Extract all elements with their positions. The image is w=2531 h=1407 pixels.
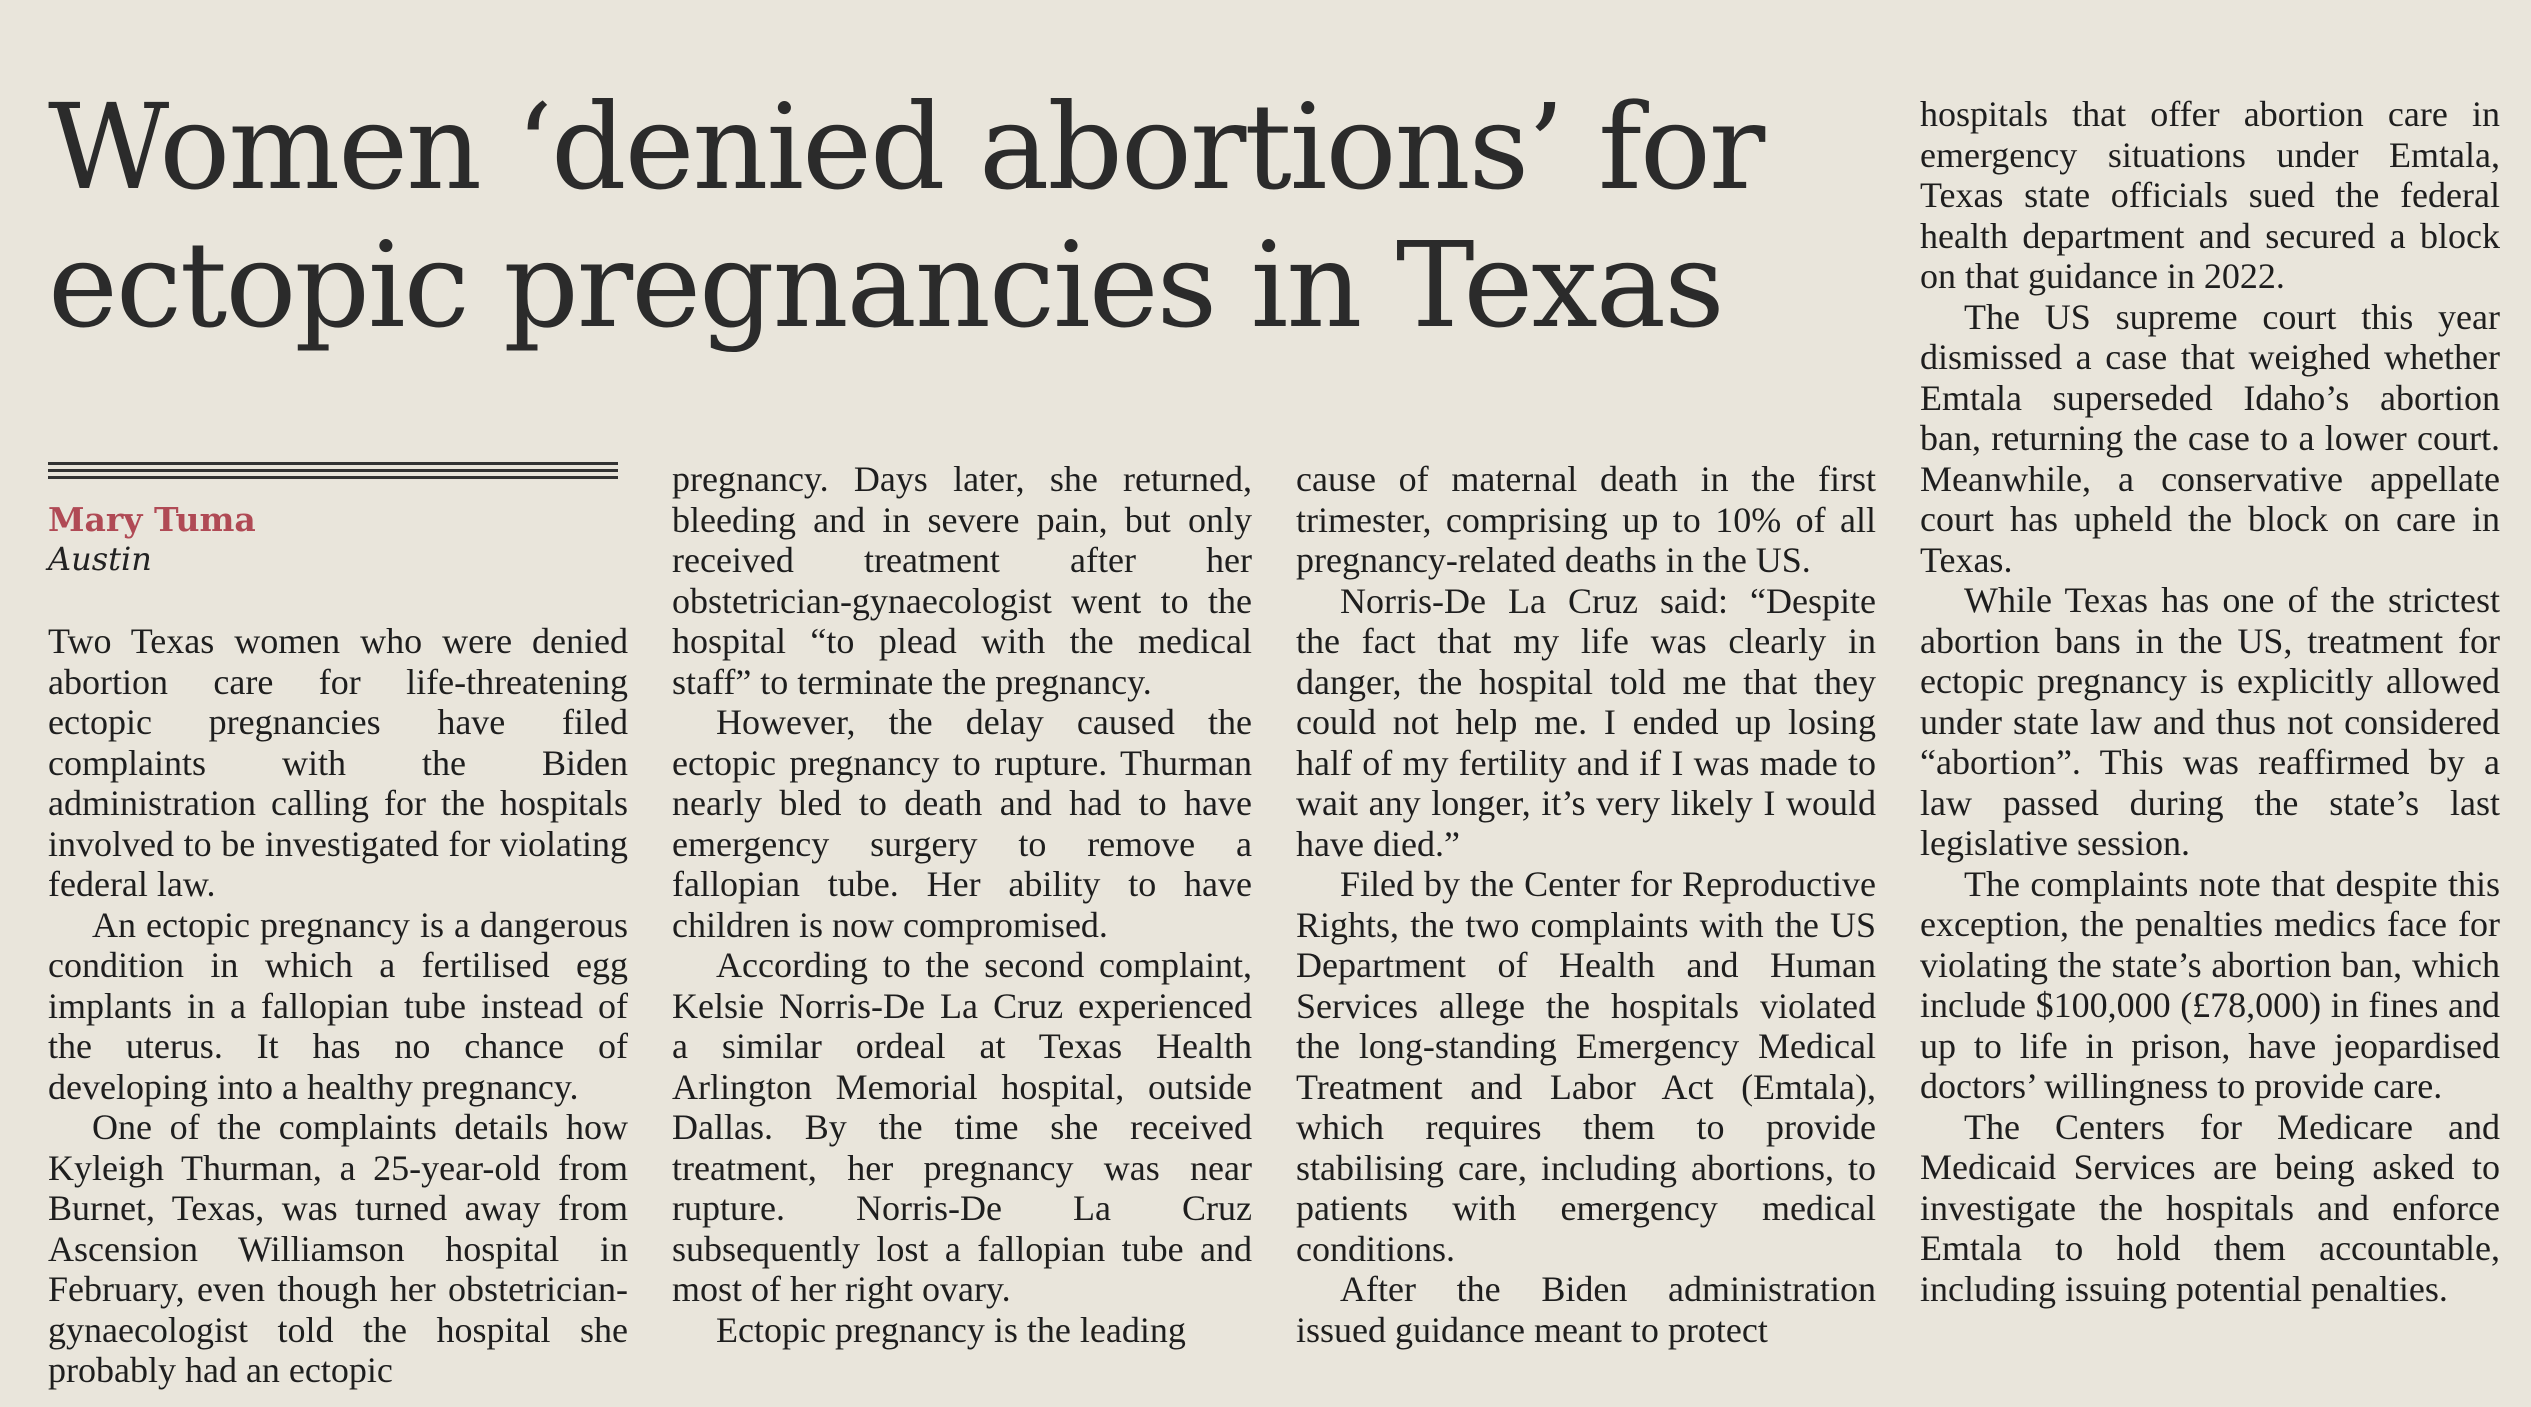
article-paragraph: According to the second complaint, Kelsie Norris-De La Cruz experienced a similar ordeal at Texas Health Arlington Memorial hospital, outside Dallas. By the time she received treatment, her pregnancy was near rupture. Norris-De La Cruz subsequently lost a fallopian tube and most of her right ovary. [672, 945, 1252, 1309]
article-paragraph: The complaints note that despite this exception, the penalties medics face for violating the state’s abortion ban, which include $100,000 (£78,000) in fines and up to life in prison, have jeopardised doctors’ willingness to provide care. [1920, 863, 2500, 1106]
article-paragraph: One of the complaints details how Kyleigh Thurman, a 25-year-old from Burnet, Texas, was turned away from Ascension Williamson hospital in February, even though her obstetrician-gynaecologist told the hospital she probably had an ectopic [48, 1107, 628, 1390]
article-column-2 [672, 459, 1252, 1350]
article-paragraph: After the Biden administration issued guidance meant to protect [1296, 1269, 1876, 1350]
article-column-4 [1920, 94, 2500, 1309]
article-paragraph: cause of maternal death in the first trimester, comprising up to 10% of all pregnancy-related deaths in the US. [1296, 459, 1876, 580]
article-paragraph: pregnancy. Days later, she returned, bleeding and in severe pain, but only received treatment after her obstetrician-gynaecologist went to the hospital “to plead with the medical staff” to terminate the pregnancy. [672, 459, 1252, 702]
article-paragraph: Filed by the Center for Reproductive Rights, the two complaints with the US Department of Health and Human Services allege the hospitals violated the long-standing Emergency Medical Treatment and Labor Act (Emtala), which requires them to provide stabilising care, including abortions, to patients with emergency medical conditions. [1296, 864, 1876, 1269]
byline-rule [48, 462, 618, 483]
article-paragraph: The Centers for Medicare and Medicaid Services are being asked to investigate the hospitals and enforce Emtala to hold them accountable, including issuing potential penalties. [1920, 1106, 2500, 1309]
byline: Mary Tuma [48, 500, 256, 539]
article-paragraph: While Texas has one of the strictest abortion bans in the US, treatment for ectopic pregnancy is explicitly allowed under state law and thus not considered “abortion”. This was reaffirmed by a law passed during the state’s last legislative session. [1920, 580, 2500, 863]
article-paragraph: hospitals that offer abortion care in emergency situations under Emtala, Texas state officials sued the federal health department and secured a block on that guidance in 2022. [1920, 94, 2500, 296]
article-paragraph: An ectopic pregnancy is a dangerous condition in which a fertilised egg implants in a fallopian tube instead of the uterus. It has no chance of developing into a healthy pregnancy. [48, 904, 628, 1107]
article-column-3 [1296, 459, 1876, 1350]
article-column-1 [48, 621, 628, 1391]
headline: Women ‘denied abortions’ for ectopic pregnancies in Texas [48, 78, 1764, 354]
article-paragraph: Norris-De La Cruz said: “Despite the fact that my life was clearly in danger, the hospital told me that they could not help me. I ended up losing half of my fertility and if I was made to wait any longer, it’s very likely I would have died.” [1296, 580, 1876, 864]
article-paragraph: The US supreme court this year dismissed a case that weighed whether Emtala superseded Idaho’s abortion ban, returning the case to a lower court. Meanwhile, a conservative appellate court has upheld the block on care in Texas. [1920, 296, 2500, 580]
article-paragraph: Ectopic pregnancy is the leading [716, 1309, 1186, 1350]
article-paragraph: However, the delay caused the ectopic pregnancy to rupture. Thurman nearly bled to death and had to have emergency surgery to remove a fallopian tube. Her ability to have children is now compromised. [672, 702, 1252, 945]
article-paragraph: Two Texas women who were denied abortion care for life-threatening ectopic pregnancies have filed complaints with the Biden administration calling for the hospitals involved to be investigated for violating federal law. [48, 621, 628, 904]
byline-location: Austin [48, 540, 152, 578]
